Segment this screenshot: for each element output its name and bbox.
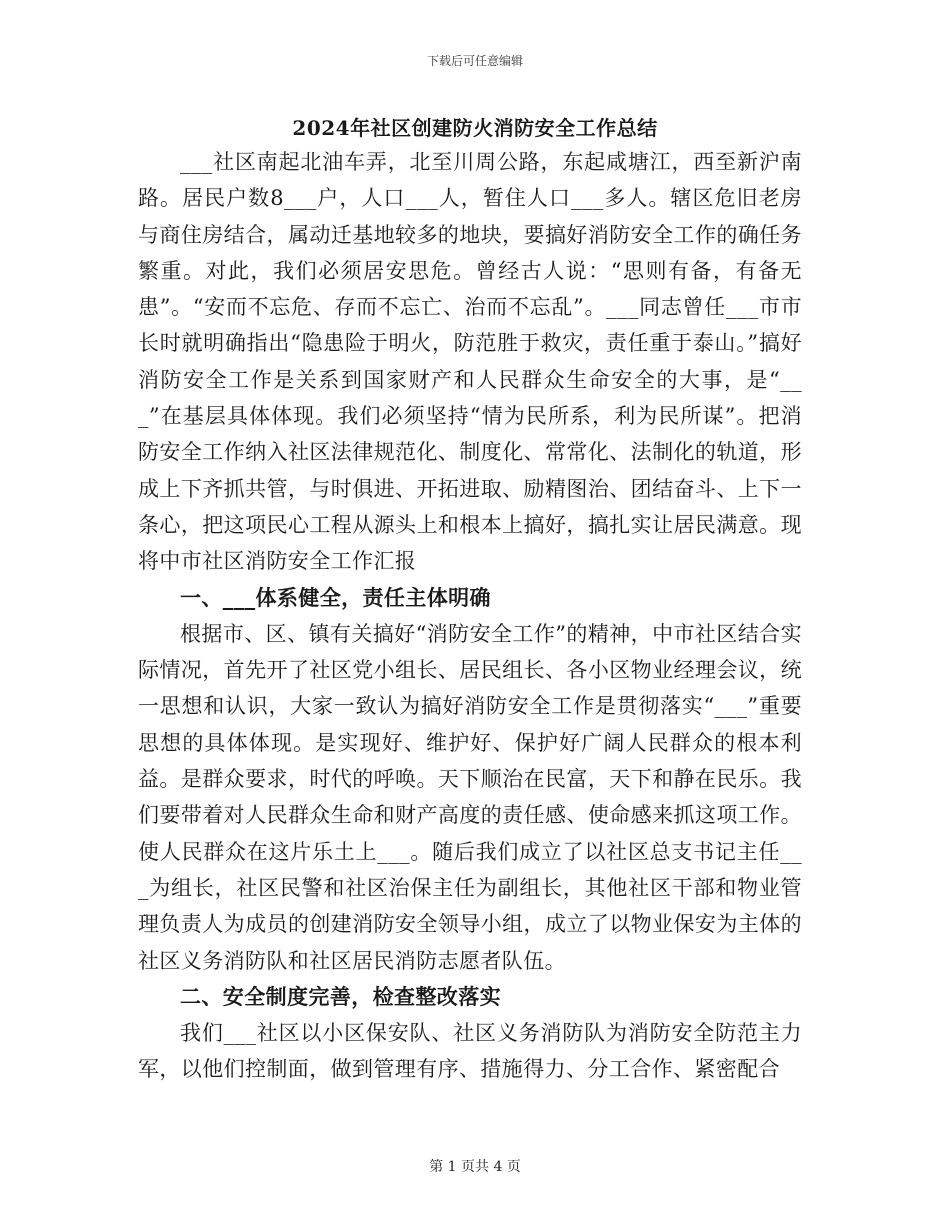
section-1-heading: 一、___体系健全，责任主体明确 bbox=[180, 584, 491, 610]
page-header-note: 下载后可任意编辑 bbox=[426, 54, 523, 68]
section-2-heading: 二、安全制度完善，检查整改落实 bbox=[180, 983, 501, 1009]
document-title: 2024年社区创建防火消防安全工作总结 bbox=[292, 116, 658, 140]
section-1-paragraph: 根据市、区、镇有关搞好“消防安全工作”的精神，中市社区结合实际情况，首先开了社区党小组长、居民组长、各小区物业经理会议，统一思想和认识，大家一致认为搞好消防安全工作是贯彻落实“___”重要思想的具体体现。是实现好、维护好、保护好广阔人民群众的根本利益。是群众要求，时代的呼唤。天下顺治在民富，天下和静在民乐。我们要带着对人民群众生命和财产高度的责任感、使命感来抓这项工作。使人民群众在这片乐土上___。随后我们成立了以社区总支书记主任___为组长，社区民警和社区治保主任为副组长，其他社区干部和物业管理负责人为成员的创建消防安全领导小组，成立了以物业保安为主体的社区义务消防队和社区居民消防志愿者队伍。 bbox=[138, 621, 802, 973]
page-number: 第 1 页共 4 页 bbox=[429, 1159, 521, 1175]
document-body bbox=[138, 144, 802, 1088]
intro-paragraph: ___社区南起北油车弄，北至川周公路，东起咸塘江，西至新沪南路。居民户数8___户，人口___人，暂住人口___多人。辖区危旧老房与商住房结合，属动迁基地较多的地块，要搞好消防安全工作的确任务繁重。对此，我们必须居安思危。曾经古人说：“思则有备，有备无患”。“安而不忘危、存而不忘亡、治而不忘乱”。___同志曾任___市市长时就明确指出“隐患险于明火，防范胜于救灾，责任重于泰山。”搞好消防安全工作是关系到国家财产和人民群众生命安全的大事，是“___”在基层具体体现。我们必须坚持“情为民所系，利为民所谋”。把消防安全工作纳入社区法律规范化、制度化、常常化、法制化的轨道，形成上下齐抓共管，与时俱进、开拓进取、励精图治、团结奋斗、上下一条心，把这项民心工程从源头上和根本上搞好，搞扎实让居民满意。现将中市社区消防安全工作汇报 bbox=[138, 150, 802, 574]
section-2-paragraph: 我们___社区以小区保安队、社区义务消防队为消防安全防范主力军，以他们控制面，做到管理有序、措施得力、分工合作、紧密配合 bbox=[138, 1021, 802, 1082]
